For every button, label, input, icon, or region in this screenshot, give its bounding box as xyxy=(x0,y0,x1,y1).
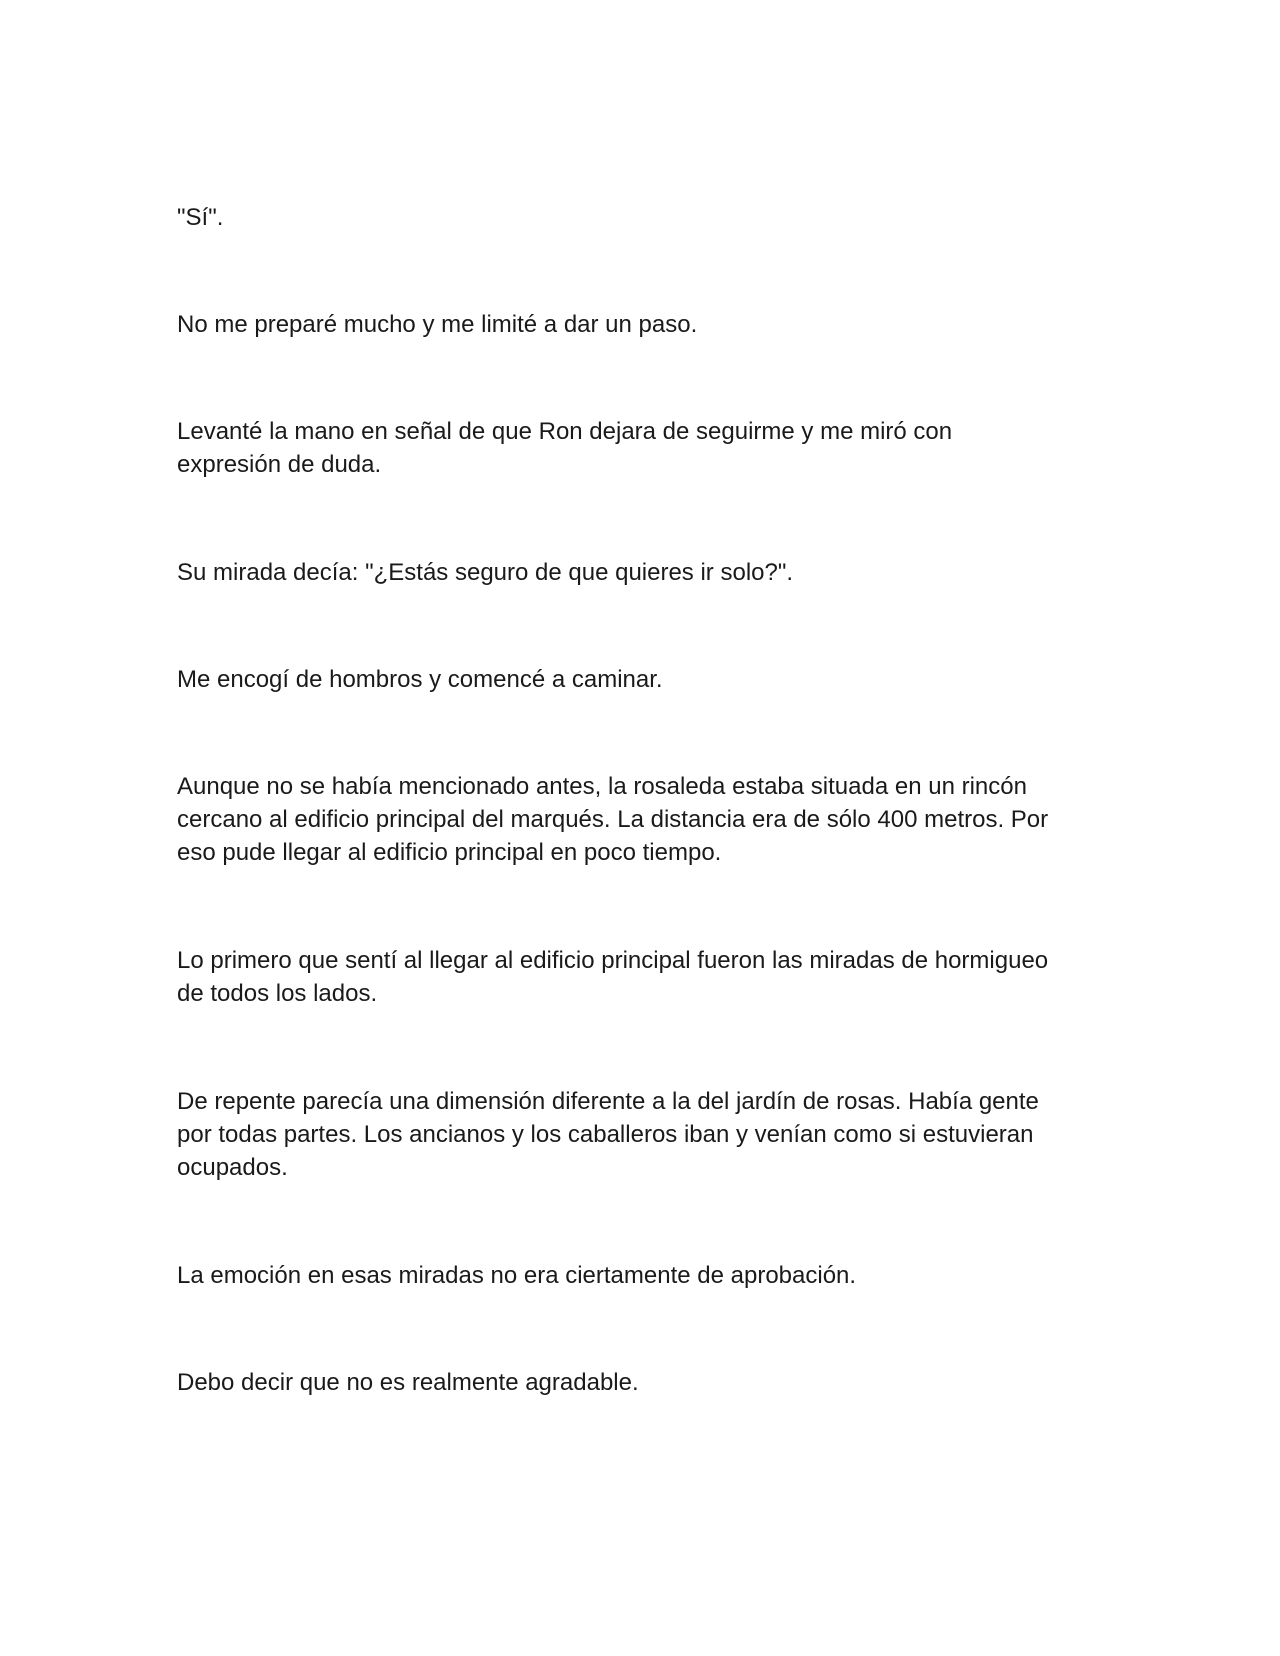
paragraph-6 xyxy=(177,770,1107,869)
paragraph-line: La emoción en esas miradas no era ciertamente de aprobación. xyxy=(177,1262,857,1289)
paragraph-9 xyxy=(177,1259,1107,1292)
paragraph-3 xyxy=(177,415,1107,481)
paragraph-line: De repente parecía una dimensión diferente a la del jardín de rosas. Había gente xyxy=(177,1088,1039,1115)
paragraph-line: ocupados. xyxy=(177,1154,288,1181)
paragraph-line: por todas partes. Los ancianos y los caballeros iban y venían como si estuvieran xyxy=(177,1121,1034,1148)
paragraph-line: Su mirada decía: "¿Estás seguro de que quieres ir solo?". xyxy=(177,559,794,586)
paragraph-line: expresión de duda. xyxy=(177,451,382,478)
paragraph-line: "Sí". xyxy=(177,204,224,231)
paragraph-line: de todos los lados. xyxy=(177,980,378,1007)
paragraph-line: Levanté la mano en señal de que Ron dejara de seguirme y me miró con xyxy=(177,418,953,445)
paragraph-line: Lo primero que sentí al llegar al edificio principal fueron las miradas de hormigueo xyxy=(177,947,1049,974)
paragraph-10 xyxy=(177,1366,1107,1399)
paragraph-7 xyxy=(177,944,1107,1010)
paragraph-8 xyxy=(177,1085,1107,1184)
paragraph-4 xyxy=(177,556,1107,589)
paragraph-line: No me preparé mucho y me limité a dar un paso. xyxy=(177,311,698,338)
paragraph-line: cercano al edificio principal del marqués. La distancia era de sólo 400 metros. Por xyxy=(177,806,1049,833)
paragraph-2 xyxy=(177,308,1107,341)
paragraph-5 xyxy=(177,663,1107,696)
paragraph-line: Me encogí de hombros y comencé a caminar. xyxy=(177,666,663,693)
paragraph-line: Aunque no se había mencionado antes, la rosaleda estaba situada en un rincón xyxy=(177,773,1027,800)
paragraph-line: Debo decir que no es realmente agradable. xyxy=(177,1369,639,1396)
paragraph-line: eso pude llegar al edificio principal en poco tiempo. xyxy=(177,839,722,866)
paragraph-1 xyxy=(177,201,1107,234)
